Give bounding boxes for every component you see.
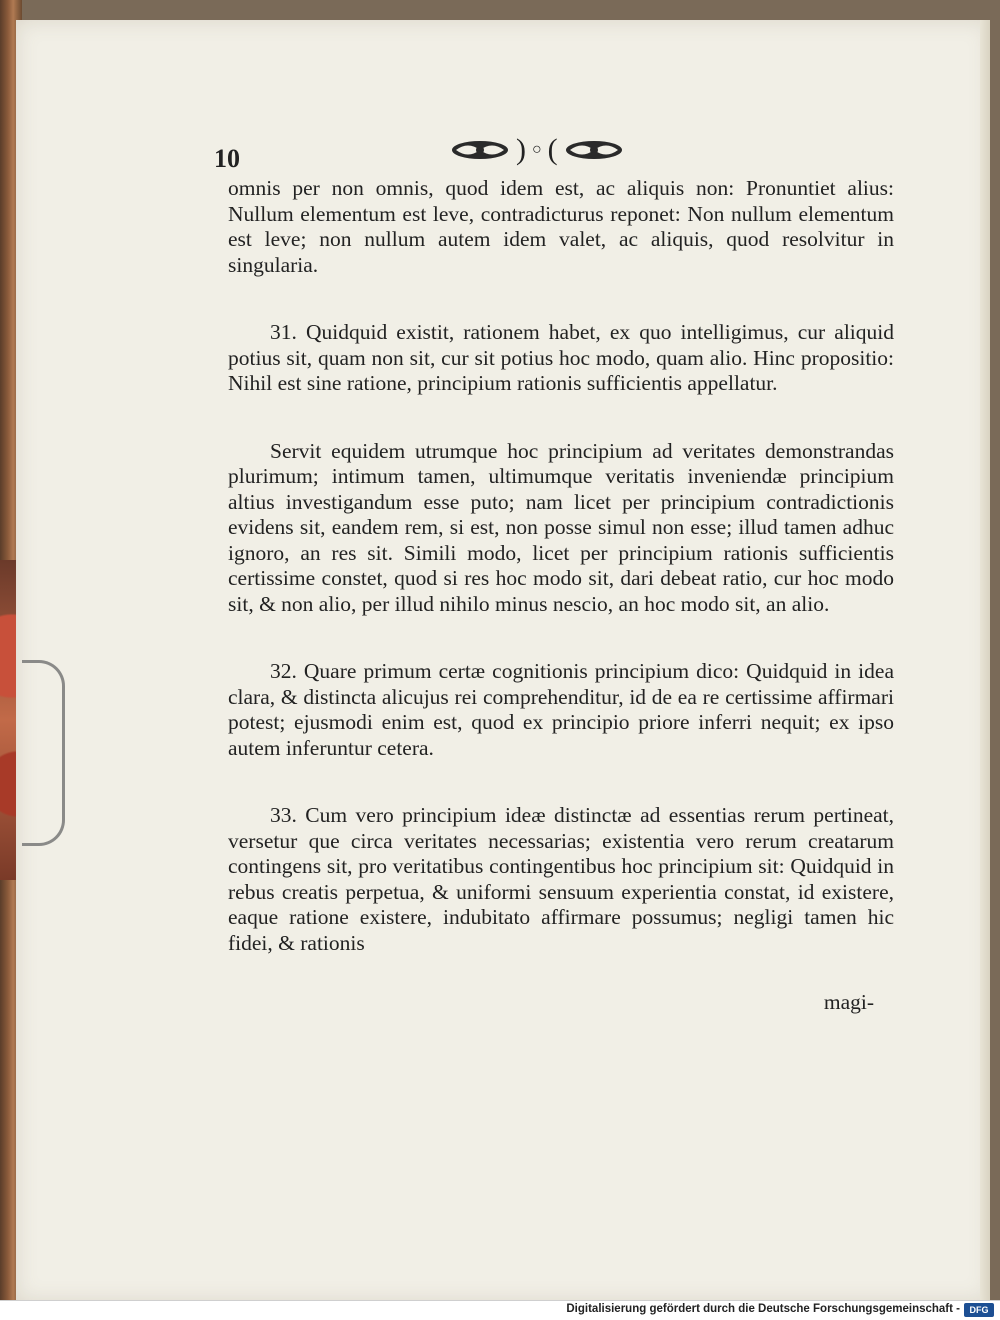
paragraph-32: 32. Quare primum certæ cognitionis principium dico: Quidquid in idea clara, & distincta alicujus rei comprehenditur, id de ea re certissime affirmari potest; ejusmodi enim est, quod ex principio priore inferri nequit; ex ipso autem inferuntur cetera. [228, 659, 894, 760]
ribbon-marker [22, 660, 65, 846]
ornament-paren-right: ( [547, 133, 558, 166]
funding-credit: Digitalisierung gefördert durch die Deutsche Forschungsgemeinschaft - [566, 1303, 960, 1315]
paragraph-33: 33. Cum vero principium ideæ distinctæ ad essentias rerum pertineat, versetur que circa veritates necessarias; existentia vero rerum creatarum contingens sit, pro veritatibus contingentibus hoc principium sit: Quidquid in rebus creatis perpetua, & uniformi sensuum experientia constat, id existere, eaque ratione existere, indubitato affirmare possumus; negligi tamen hic fidei, & rationis [228, 803, 894, 955]
ornament-paren-left: ) [516, 133, 526, 166]
running-header [214, 133, 894, 173]
ornament-circle: ○ [532, 141, 542, 158]
paragraph-continuation: omnis per non omnis, quod idem est, ac aliquis non: Pronuntiet alius: Nullum elementum est leve, contradicturus reponet: Non nullum elementum est leve; non nullum autem idem valet, ac aliquis, quod resolvitur in singularia. [228, 176, 894, 277]
digitization-footer [0, 1300, 1000, 1320]
page-edge [980, 20, 990, 1302]
body-text [228, 176, 894, 956]
dfg-logo: DFG [964, 1303, 994, 1317]
fleuron-left-icon [450, 139, 510, 161]
page-number: 10 [214, 144, 240, 173]
fleuron-right-icon [564, 139, 624, 161]
paragraph-servit: Servit equidem utrumque hoc principium ad veritates demonstrandas plurimum; intimum tamen, ultimumque veritatis inveniendæ principium altius investigandum esse puto; nam licet per principium contradictionis evidens sit, eandem rem, si est, non posse simul non esse; illud tamen adhuc ignoro, an res sit. Simili modo, licet per principium rationis sufficientis certissime constet, quod si res hoc modo sit, dari debeat ratio, cur hoc modo sit, & non alio, per illud nihilo minus nescio, an hoc modo sit, an alio. [228, 438, 894, 616]
header-ornament [450, 133, 624, 166]
paragraph-31: 31. Quidquid existit, rationem habet, ex quo intelligimus, cur aliquid potius sit, quam non sit, cur sit potius hoc modo, quam alio. Hinc propositio: Nihil est sine ratione, principium rationis sufficientis appellatur. [228, 320, 894, 395]
catchword: magi- [823, 990, 874, 1014]
